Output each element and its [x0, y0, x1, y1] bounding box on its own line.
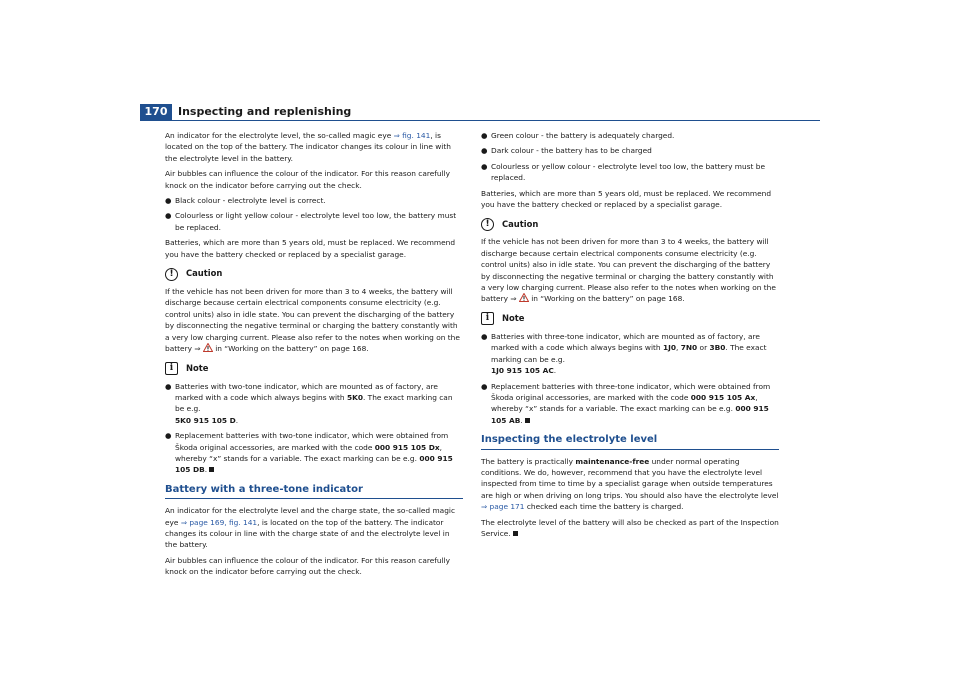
header-rule — [140, 120, 820, 121]
paragraph: Batteries, which are more than 5 years old, must be replaced. We recommend you have the battery checked or replaced by a specialist garage. — [165, 238, 456, 259]
bullet-icon: ● — [481, 161, 488, 171]
note-item: ● Batteries with three-tone indicator, which are mounted as of factory, are marked with a code which always begins with 1J0, 7N0 or 3B0. The exact marking can be e.g. 1J0 915 105 AC. — [481, 331, 767, 376]
note-icon: i — [165, 362, 178, 375]
note-item: ● Replacement batteries with three-tone indicator, which were obtained from Škoda original accessories, are marked with the code 000 915 105 Ax, whereby “x” stands for a variable. The exact marking can be e.g. 000 915 105 AB. — [481, 381, 771, 425]
bullet-icon: ● — [481, 131, 488, 140]
note-heading: i Note — [165, 361, 463, 377]
bullet-icon: ● — [481, 331, 488, 341]
paragraph: An indicator for the electrolyte level, the so-called magic eye ⇒ fig. 141, is located on the top of the battery. The indicator changes its colour in line with the electrolyte level in the battery. — [165, 131, 451, 163]
paragraph: The electrolyte level of the battery will also be checked as part of the Inspection Service. — [481, 517, 779, 538]
page-link[interactable]: ⇒ page 171 — [481, 502, 525, 512]
chapter-title: Inspecting and replenishing — [178, 105, 352, 118]
caution-heading: ! Caution — [165, 266, 463, 282]
note-item: ● Batteries with two-tone indicator, which are mounted as of factory, are marked with a code which always begins with 5K0. The exact marking can be e.g. 5K0 915 105 D. — [165, 381, 453, 425]
end-mark-icon — [209, 467, 214, 472]
page-number: 170 — [140, 104, 172, 120]
caution-text: If the vehicle has not been driven for more than 3 to 4 weeks, the battery will discharge because certain electrical components consume electricity (e.g. control units) also in idle state. You can prevent the discharging of the battery by disconnecting the negative terminal or charging the battery constantly with a very low charging current. Please also refer to the notes when working on the battery ⇒ in “Working on the battery” on page 168. — [165, 287, 460, 354]
bullet-icon: ● — [165, 196, 172, 206]
left-column — [165, 130, 463, 582]
caution-heading: ! Caution — [481, 216, 779, 232]
bullet-icon: ● — [481, 146, 488, 156]
section-heading: Battery with a three-tone indicator — [165, 484, 463, 499]
bullet-icon: ● — [165, 211, 172, 221]
list-item: ● Colourless or yellow colour - electrolyte level too low, the battery must be replaced. — [481, 161, 766, 183]
note-item: ● Replacement batteries with two-tone indicator, which were obtained from Škoda original accessories, are marked with the code 000 915 105 Dx, whereby “x” stands for a variable. The exact marking can be e.g. 000 915 105 DB. — [165, 431, 453, 475]
end-mark-icon — [513, 531, 518, 536]
section-heading: Inspecting the electrolyte level — [481, 434, 779, 449]
paragraph: The battery is practically maintenance-free under normal operating conditions. We do, however, recommend that you have the electrolyte level inspected from time to time by a specialist garage when outside temperatures are high or when driving on long trips. You should also have the electrolyte level ⇒ page 171 checked each time the battery is charged. — [481, 456, 779, 512]
warning-triangle-icon — [519, 293, 529, 302]
caution-icon: ! — [165, 268, 178, 281]
warning-triangle-icon — [203, 343, 213, 352]
right-column — [481, 130, 779, 543]
caution-icon: ! — [481, 218, 494, 231]
paragraph: An indicator for the electrolyte level and the charge state, the so-called magic eye ⇒ page 169, fig. 141, is located on the top of the battery. The indicator changes its colour in line with the charge state of and the electrolyte level in the battery. — [165, 506, 456, 550]
end-mark-icon — [525, 418, 530, 423]
list-item: ● Black colour - electrolyte level is correct. — [165, 196, 326, 206]
bullet-icon: ● — [481, 381, 488, 391]
caution-text: If the vehicle has not been driven for more than 3 to 4 weeks, the battery will discharge because certain electrical components consume electricity (e.g. control units) also in idle state. You can prevent the discharging of the battery by disconnecting the negative terminal or charging the battery constantly with a very low charging current. Please also refer to the notes when working on the battery ⇒ in “Working on the battery” on page 168. — [481, 237, 776, 304]
figure-link[interactable]: ⇒ page 169, fig. 141 — [180, 517, 258, 527]
list-item: ● Dark colour - the battery has to be charged — [481, 146, 652, 156]
paragraph: Air bubbles can influence the colour of the indicator. For this reason carefully knock on the indicator before carrying out the check. — [165, 555, 451, 577]
figure-link[interactable]: ⇒ fig. 141 — [393, 131, 431, 140]
bullet-icon: ● — [165, 431, 172, 441]
note-icon: i — [481, 312, 494, 325]
list-item: ● Colourless or light yellow colour - electrolyte level too low, the battery must be replaced. — [165, 211, 457, 232]
paragraph: Batteries, which are more than 5 years old, must be replaced. We recommend you have the battery checked or replaced by a specialist garage. — [481, 188, 772, 210]
note-heading: i Note — [481, 311, 779, 327]
list-item: ● Green colour - the battery is adequately charged. — [481, 131, 675, 140]
paragraph: Air bubbles can influence the colour of the indicator. For this reason carefully knock on the indicator before carrying out the check. — [165, 169, 451, 190]
page-header — [140, 104, 820, 120]
bullet-icon: ● — [165, 381, 172, 391]
